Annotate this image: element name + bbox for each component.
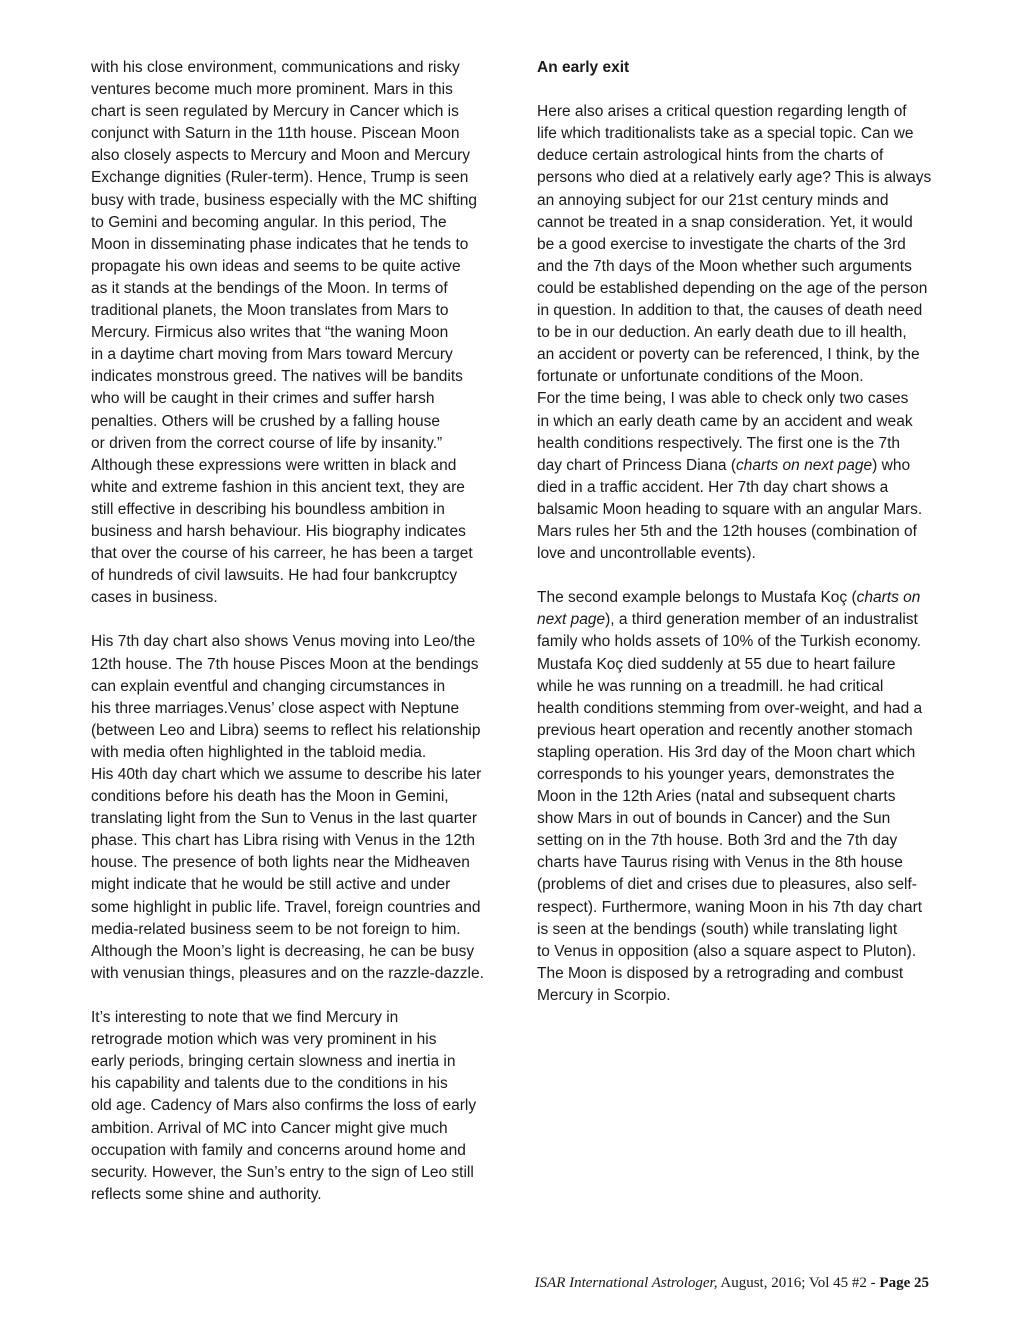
text-line: while he was running on a treadmill. he had critical [537,677,884,695]
text-line: with his close environment, communications and risky [91,59,460,76]
text-line: Moon in the 12th Aries (natal and subsequent charts [537,788,896,806]
text-line: some highlight in public life. Travel, foreign countries and [91,898,481,916]
koc-line-2: next page), a third generation member of an industralist [537,611,918,629]
text-line: Mercury. Firmicus also writes that “the waning Moon [91,324,449,342]
text-line: with media often highlighted in the tabloid media. [91,743,427,761]
text-line: indicates monstrous greed. The natives will be bandits [91,368,463,386]
text-line: Mustafa Koç died suddenly at 55 due to heart failure [537,655,896,673]
text-line: ventures become much more prominent. Mars in this [91,81,453,99]
text-line: (problems of diet and crises due to pleasures, also self- [537,876,917,894]
text-line: respect). Furthermore, waning Moon in his 7th day chart [537,898,923,916]
text-line: life which traditionalists take as a special topic. Can we [537,125,914,143]
text-line: might indicate that he would be still active and under [91,876,451,894]
text-line: an annoying subject for our 21st century minds and [537,191,889,209]
text-line: reflects some shine and authority. [91,1185,322,1203]
text-line: previous heart operation and recently another stomach [537,721,913,739]
text-line: in a daytime chart moving from Mars toward Mercury [91,346,453,364]
footer-page-number: Page 25 [879,1275,929,1291]
text-line: as it stands at the bendings of the Moon. In terms of [91,279,448,297]
text-line: cases in business. [91,589,218,607]
text-line: His 7th day chart also shows Venus moving into Leo/the [91,633,476,651]
right-column [537,57,969,1007]
text-line: ambition. Arrival of MC into Cancer might give much [91,1119,448,1137]
text-line: to be in our deduction. An early death due to ill health, [537,324,907,342]
text-line: white and extreme fashion in this ancient text, they are [91,478,465,496]
text-line: charts have Taurus rising with Venus in the 8th house [537,854,903,872]
text-line: stapling operation. His 3rd day of the Moon chart which [537,743,916,761]
text-line: his capability and talents due to the conditions in his [91,1075,448,1093]
text-line: For the time being, I was able to check only two cases [537,390,909,408]
text-line: security. However, the Sun’s entry to the sign of Leo still [91,1163,474,1181]
paragraph-koc [537,631,969,1007]
text-line: can explain eventful and changing circumstances in [91,677,446,695]
text-line: conditions before his death has the Moon in Gemini, [91,788,449,806]
text-line: retrograde motion which was very prominent in his [91,1031,437,1049]
text-line: with venusian things, pleasures and on the razzle-dazzle. [91,964,484,982]
text-line: media-related business seem to be not foreign to him. [91,920,461,938]
text-line: could be established depending on the age of the person [537,279,928,297]
text-line: Mercury in Scorpio. [537,986,671,1004]
text-line: persons who died at a relatively early age? This is always [537,169,932,187]
page-footer [535,1275,929,1292]
text-line: 12th house. The 7th house Pisces Moon at the bendings [91,655,479,673]
text-line: is seen at the bendings (south) while translating light [537,920,898,938]
paragraph-intro [537,101,969,455]
text-line: occupation with family and concerns around home and [91,1141,466,1159]
text-line: Although these expressions were written in black and [91,456,457,474]
text-line: of hundreds of civil lawsuits. He had four bankcruptcy [91,567,458,585]
text-line: Here also arises a critical question regarding length of [537,103,907,121]
text-line: busy with trade, business especially with the MC shifting [91,191,477,209]
text-line: to Gemini and becoming angular. In this period, The [91,213,447,231]
text-line: translating light from the Sun to Venus in the last quarter [91,810,478,828]
text-line: love and uncontrollable events). [537,545,756,563]
text-line: cannot be treated in a snap consideration. Yet, it would [537,213,913,231]
text-line: chart is seen regulated by Mercury in Cancer which is [91,103,459,121]
text-line: Moon in disseminating phase indicates that he tends to [91,235,469,253]
text-line: died in a traffic accident. Her 7th day chart shows a [537,478,889,496]
diana-line: day chart of Princess Diana (charts on next page) who [537,456,911,474]
text-line: in which an early death came by an accident and weak [537,412,913,430]
blank-line [91,985,521,1007]
text-line: early periods, bringing certain slowness and inertia in [91,1053,456,1071]
text-line: setting on in the 7th house. Both 3rd and the 7th day [537,832,898,850]
text-line: phase. This chart has Libra rising with Venus in the 12th [91,832,475,850]
koc-line-1: The second example belongs to Mustafa Koç (charts on [537,589,921,607]
text-line: that over the course of his carreer, he has been a target [91,545,473,563]
footer-publication: ISAR International Astrologer, [534,1275,718,1291]
text-line: show Mars in out of bounds in Cancer) and the Sun [537,810,891,828]
text-line: health conditions respectively. The first one is the 7th [537,434,901,452]
text-line: Although the Moon’s light is decreasing, he can be busy [91,942,475,960]
text-line: Exchange dignities (Ruler-term). Hence, Trump is seen [91,169,469,187]
text-line: His 40th day chart which we assume to describe his later [91,766,482,783]
text-line: It’s interesting to note that we find Mercury in [91,1009,399,1027]
text-line: or driven from the correct course of life by insanity.” [91,434,443,452]
text-line: his three marriages.Venus’ close aspect with Neptune [91,699,460,717]
text-line: traditional planets, the Moon translates from Mars to [91,302,449,320]
text-line: business and harsh behaviour. His biography indicates [91,522,466,540]
text-line: still effective in describing his boundless ambition in [91,500,445,518]
blank-line [91,609,521,631]
text-line: conjunct with Saturn in the 11th house. Piscean Moon [91,125,460,143]
text-line: also closely aspects to Mercury and Moon and Mercury [91,147,471,165]
text-line: The Moon is disposed by a retrograding and combust [537,964,904,982]
text-line: propagate his own ideas and seems to be quite active [91,257,461,275]
text-line: penalties. Others will be crushed by a falling house [91,412,440,430]
paragraph-diana [537,477,969,565]
text-line: to Venus in opposition (also a square aspect to Pluton). [537,942,917,960]
text-line: deduce certain astrological hints from the charts of [537,147,884,165]
blank-line [537,79,969,101]
text-line: (between Leo and Libra) seems to reflect his relationship [91,721,481,739]
text-line: family who holds assets of 10% of the Turkish economy. [537,633,921,651]
text-line: in question. In addition to that, the causes of death need [537,302,923,320]
text-line: be a good exercise to investigate the charts of the 3rd [537,235,906,253]
blank-line [537,565,969,587]
text-line: who will be caught in their crimes and suffer harsh [91,390,435,408]
left-column [91,57,521,1206]
text-line: an accident or poverty can be referenced, I think, by the [537,346,920,364]
text-line: old age. Cadency of Mars also confirms the loss of early [91,1097,477,1115]
text-line: balsamic Moon heading to square with an angular Mars. [537,500,923,518]
text-line: Mars rules her 5th and the 12th houses (combination of [537,522,917,540]
section-heading: An early exit [537,59,630,76]
text-line: house. The presence of both lights near the Midheaven [91,854,470,872]
text-line: fortunate or unfortunate conditions of the Moon. [537,368,864,386]
text-line: corresponds to his younger years, demonstrates the [537,766,895,783]
footer-issue: August, 2016; Vol 45 #2 - [717,1275,880,1291]
text-line: health conditions stemming from over-weight, and had a [537,699,923,717]
text-line: and the 7th days of the Moon whether such arguments [537,257,912,275]
